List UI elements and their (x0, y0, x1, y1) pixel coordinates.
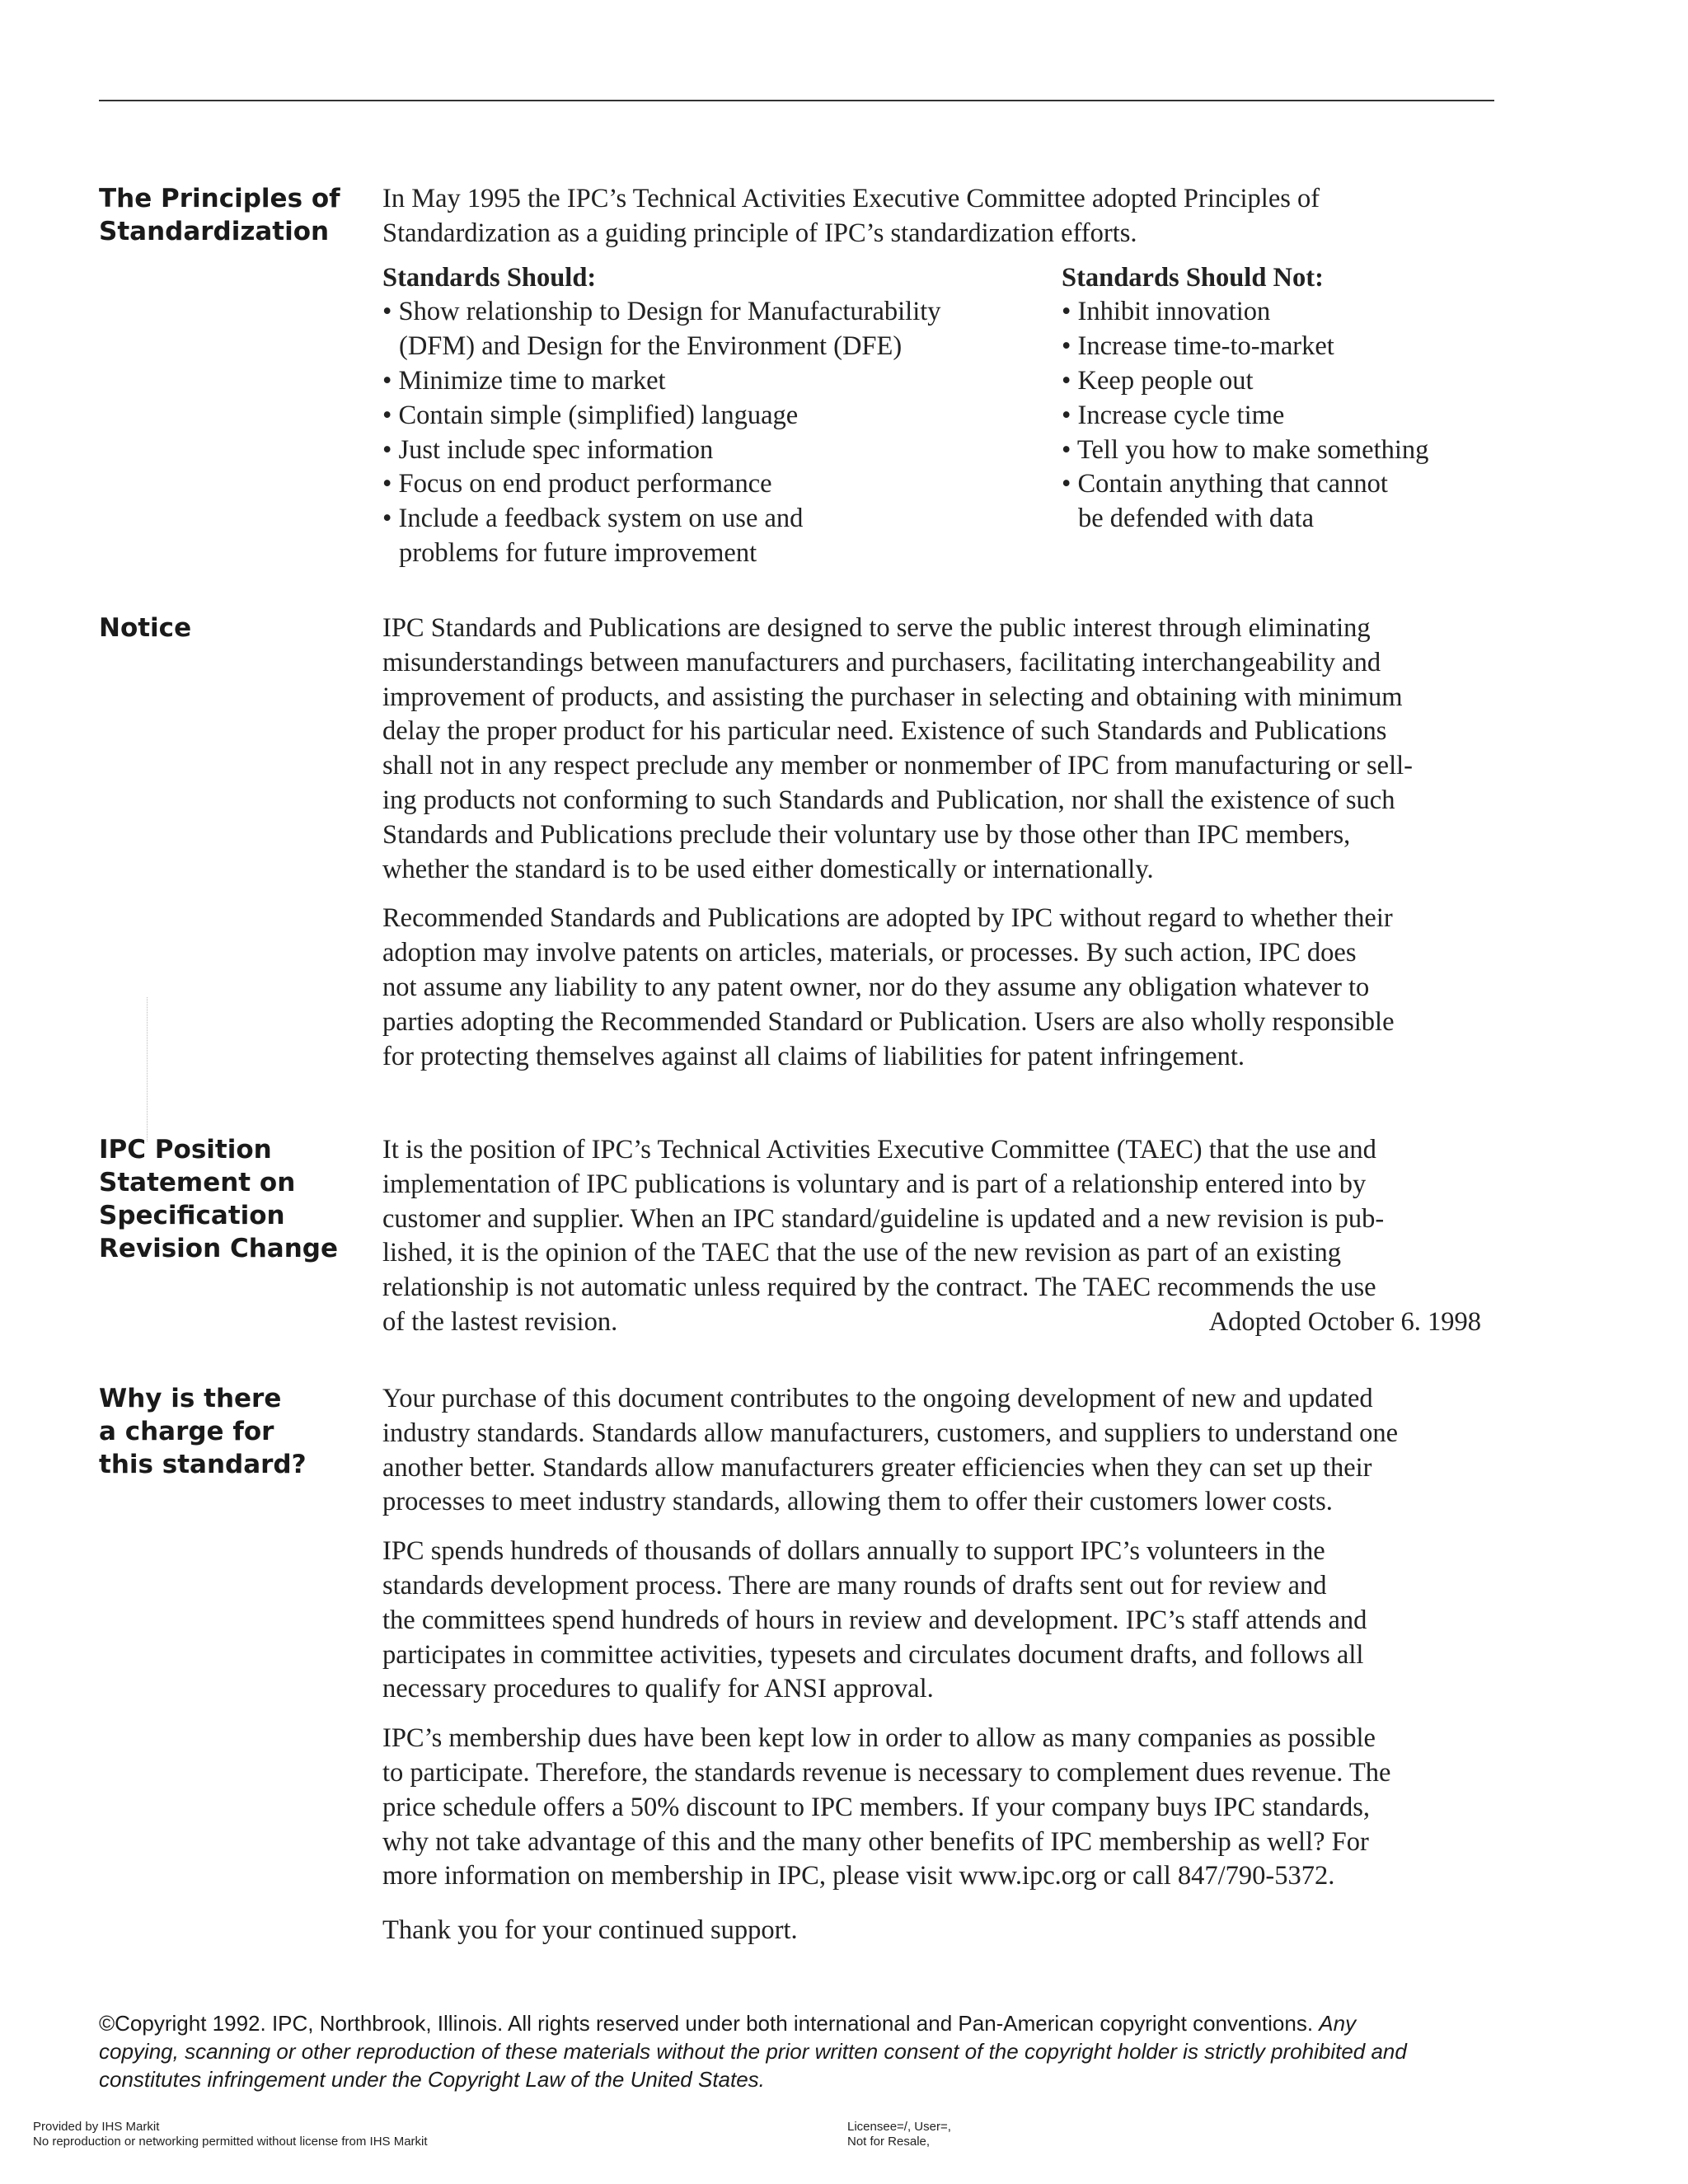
text-line (382, 1305, 1491, 1340)
copyright-line (99, 2009, 1500, 2037)
text-line: parties adopting the Recommended Standard or Publication. Users are also wholly responsible (382, 1006, 1395, 1037)
provider-footer (33, 2120, 428, 2149)
scan-artifact (147, 997, 148, 1141)
notice-heading (99, 612, 363, 644)
copyright-italic-text: Any (1319, 2011, 1357, 2036)
charge-paragraph-2 (382, 1535, 1491, 1707)
text-line: processes to meet industry standards, allowing them to offer their customers lower costs. (382, 1487, 1333, 1517)
heading-line: IPC Position (99, 1135, 272, 1165)
principles-intro (382, 182, 1491, 251)
should-list (382, 261, 1042, 571)
list-item-continuation: be defended with data (1078, 504, 1315, 534)
text-line: customer and supplier. When an IPC standard/guideline is updated and a new revision is pub- (382, 1203, 1385, 1234)
list-item: • Increase cycle time (1062, 400, 1285, 430)
heading-line: this standard? (99, 1450, 307, 1479)
copyright-line (99, 2037, 1500, 2065)
text-line: for protecting themselves against all claims of liabilities for patent infringement. (382, 1041, 1245, 1071)
copyright-notice (99, 2009, 1500, 2093)
heading-line: Revision Change (99, 1234, 338, 1263)
text-line: improvement of products, and assisting the purchaser in selecting and obtaining with minimum (382, 682, 1403, 712)
principles-heading (99, 182, 363, 248)
text-line: implementation of IPC publications is voluntary and is part of a relationship entered into by (382, 1169, 1367, 1199)
text-line: IPC’s membership dues have been kept low in order to allow as many companies as possible (382, 1723, 1376, 1754)
text-line: price schedule offers a 50% discount to IPC members. If your company buys IPC standards, (382, 1792, 1371, 1822)
list-item: • Include a feedback system on use and (382, 504, 804, 534)
footer-line: No reproduction or networking permitted without license from IHS Markit (33, 2135, 428, 2149)
thanks-line (382, 1914, 1491, 1948)
heading-line: Specification (99, 1201, 285, 1230)
text-line: misunderstandings between manufacturers and purchasers, facilitating interchangeability and (382, 647, 1381, 677)
text-line: to participate. Therefore, the standards revenue is necessary to complement dues revenue. The (382, 1757, 1391, 1788)
footer-line: Not for Resale, (847, 2135, 931, 2149)
should-title: Standards Should: (382, 262, 597, 293)
text-line: whether the standard is to be used either domestically or internationally. (382, 854, 1154, 884)
copyright-line (99, 2065, 1500, 2093)
text-line: more information on membership in IPC, please visit www.ipc.org or call 847/790-5372. (382, 1861, 1335, 1891)
text-line: Standards and Publications preclude their voluntary use by those other than IPC members, (382, 819, 1351, 850)
should-not-title: Standards Should Not: (1062, 262, 1324, 293)
list-item: • Contain simple (simplified) language (382, 400, 799, 430)
text-line: participates in committee activities, typesets and circulates document drafts, and follows all (382, 1639, 1364, 1670)
text-line: adoption may involve patents on articles, materials, or processes. By such action, IPC does (382, 938, 1357, 968)
heading-line: a charge for (99, 1417, 274, 1446)
list-item: • Increase time-to-market (1062, 331, 1334, 362)
charge-paragraph-3 (382, 1722, 1491, 1894)
text-line: Recommended Standards and Publications are adopted by IPC without regard to whether their (382, 903, 1393, 934)
text-fragment: of the lastest revision. (382, 1306, 618, 1337)
text-line: not assume any liability to any patent owner, nor do they assume any obligation whatever to (382, 972, 1370, 1002)
footer-line: Licensee=/, User=, (847, 2120, 951, 2134)
text-line: relationship is not automatic unless required by the contract. The TAEC recommends the use (382, 1272, 1376, 1303)
position-paragraph (382, 1133, 1491, 1340)
copyright-italic-text: constitutes infringement under the Copyright Law of the United States. (99, 2067, 765, 2092)
adopted-date: Adopted October 6. 1998 (1208, 1306, 1481, 1337)
text-line: why not take advantage of this and the many other benefits of IPC membership as well? For (382, 1826, 1369, 1857)
list-item: • Keep people out (1062, 365, 1254, 396)
heading-line: Standardization (99, 217, 330, 246)
list-item: • Show relationship to Design for Manufacturability (382, 297, 941, 327)
charge-heading (99, 1382, 363, 1481)
list-item-continuation: problems for future improvement (399, 537, 757, 568)
principles-lists (382, 261, 1491, 574)
text-line: lished, it is the opinion of the TAEC that the use of the new revision as part of an existing (382, 1238, 1341, 1268)
charge-body (382, 1382, 1491, 1963)
heading-line: The Principles of (99, 184, 340, 213)
text-line: It is the position of IPC’s Technical Activities Executive Committee (TAEC) that the use and (382, 1135, 1376, 1165)
list-item: • Contain anything that cannot (1062, 469, 1388, 499)
list-item: • Tell you how to make something (1062, 434, 1429, 465)
charge-paragraph-1 (382, 1382, 1491, 1520)
notice-paragraph-1 (382, 612, 1491, 887)
text-line: In May 1995 the IPC’s Technical Activities Executive Committee adopted Principles of (382, 184, 1320, 213)
licensee-footer (847, 2120, 951, 2149)
text-line: industry standards. Standards allow manufacturers, customers, and suppliers to understand one (382, 1418, 1399, 1448)
heading-line: Notice (99, 613, 192, 643)
text-line: ing products not conforming to such Standards and Publication, nor shall the existence of such (382, 785, 1395, 815)
list-item: • Minimize time to market (382, 365, 666, 396)
footer-line: Provided by IHS Markit (33, 2120, 160, 2134)
list-item: • Inhibit innovation (1062, 297, 1271, 327)
position-body (382, 1133, 1491, 1355)
text-line: Your purchase of this document contributes to the ongoing development of new and updated (382, 1384, 1373, 1413)
list-item-continuation: (DFM) and Design for the Environment (DFE) (399, 331, 903, 362)
notice-paragraph-2 (382, 902, 1491, 1074)
heading-line: Statement on (99, 1168, 296, 1197)
principles-body (382, 182, 1491, 574)
text-line: standards development process. There are many rounds of drafts sent out for review and (382, 1570, 1327, 1601)
text-line: Standardization as a guiding principle of IPC’s standardization efforts. (382, 218, 1137, 248)
text-line: shall not in any respect preclude any member or nonmember of IPC from manufacturing or sell- (382, 751, 1413, 781)
top-rule (99, 100, 1494, 101)
copyright-italic-text: copying, scanning or other reproduction of these materials without the prior written consent of the copyright holder is strictly prohibited and (99, 2039, 1407, 2064)
text-line: another better. Standards allow manufacturers greater efficiencies when they can set up their (382, 1452, 1372, 1483)
list-item: • Focus on end product performance (382, 469, 772, 499)
text-line: IPC spends hundreds of thousands of dollars annually to support IPC’s volunteers in the (382, 1536, 1325, 1567)
text-line: delay the proper product for his particular need. Existence of such Standards and Publications (382, 716, 1387, 747)
copyright-text: ©Copyright 1992. IPC, Northbrook, Illinois. All rights reserved under both international and Pan-American copyright conventions. (99, 2011, 1314, 2036)
list-item: • Just include spec information (382, 434, 714, 465)
position-heading (99, 1133, 363, 1265)
text-line: IPC Standards and Publications are designed to serve the public interest through eliminating (382, 613, 1371, 643)
text-line: Thank you for your continued support. (382, 1915, 798, 1946)
text-line: necessary procedures to qualify for ANSI approval. (382, 1674, 934, 1704)
text-line: the committees spend hundreds of hours in review and development. IPC’s staff attends and (382, 1605, 1367, 1635)
should-not-list (1062, 261, 1490, 537)
notice-body (382, 612, 1491, 1089)
heading-line: Why is there (99, 1384, 282, 1413)
